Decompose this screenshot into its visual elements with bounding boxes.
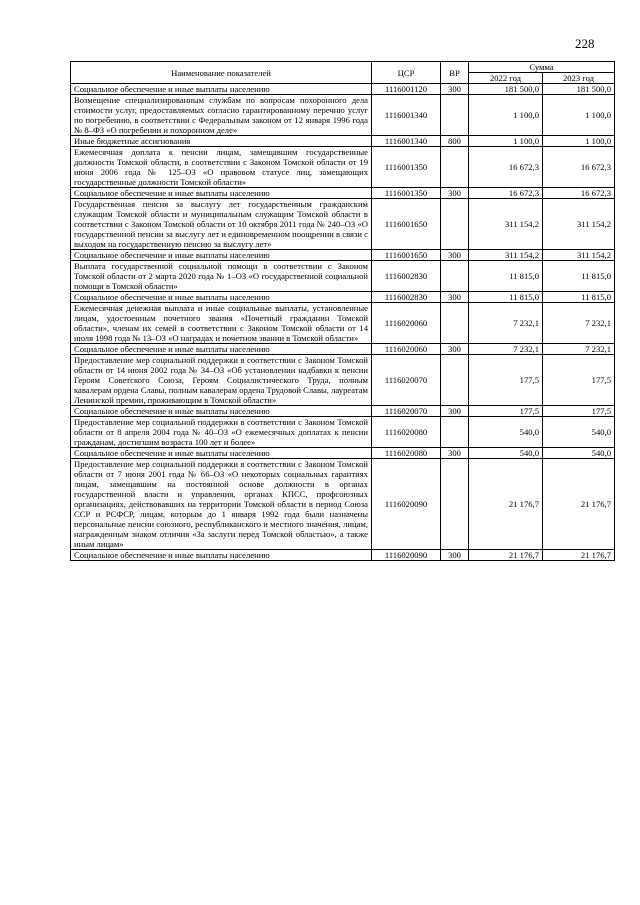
- row-vr: 300: [441, 188, 469, 199]
- row-vr: [441, 95, 469, 136]
- table-row: [71, 188, 615, 199]
- row-csr: 1116020060: [372, 344, 441, 355]
- row-sum-2023: 181 500,0: [543, 84, 615, 95]
- table-row: [71, 344, 615, 355]
- row-sum-2022: 11 815,0: [469, 292, 543, 303]
- row-sum-2023: 1 100,0: [543, 136, 615, 147]
- row-csr: 1116020080: [372, 448, 441, 459]
- table-row: [71, 448, 615, 459]
- row-sum-2023: 21 176,7: [543, 550, 615, 561]
- row-vr: 300: [441, 292, 469, 303]
- row-name: Ежемесячная доплата к пенсии лицам, замещавшим государственные должности Томской области, в соответствии с Законом Томской области от 19 июня 2006 года № 125–ОЗ «О правовом статусе лиц, замещающих государственные должности Томской области»: [71, 147, 372, 188]
- row-csr: 1116020090: [372, 459, 441, 550]
- row-csr: 1116001350: [372, 147, 441, 188]
- table-row: [71, 303, 615, 344]
- row-sum-2022: 16 672,3: [469, 188, 543, 199]
- row-csr: 1116020090: [372, 550, 441, 561]
- row-vr: 300: [441, 344, 469, 355]
- row-sum-2022: 177,5: [469, 355, 543, 406]
- row-sum-2022: 7 232,1: [469, 344, 543, 355]
- table-body: [71, 84, 615, 561]
- row-vr: 800: [441, 136, 469, 147]
- header-year-2023: 2023 год: [543, 73, 615, 84]
- row-sum-2022: 181 500,0: [469, 84, 543, 95]
- row-sum-2022: 540,0: [469, 448, 543, 459]
- row-csr: 1116002830: [372, 292, 441, 303]
- row-sum-2023: 177,5: [543, 406, 615, 417]
- row-sum-2022: 11 815,0: [469, 261, 543, 292]
- table-row: [71, 199, 615, 250]
- row-name: Социальное обеспечение и иные выплаты населению: [71, 84, 372, 95]
- row-name: Социальное обеспечение и иные выплаты населению: [71, 448, 372, 459]
- row-sum-2023: 21 176,7: [543, 459, 615, 550]
- row-sum-2023: 311 154,2: [543, 250, 615, 261]
- row-vr: 300: [441, 84, 469, 95]
- row-csr: 1116001650: [372, 250, 441, 261]
- header-csr: ЦСР: [372, 62, 441, 84]
- table-row: [71, 147, 615, 188]
- row-name: Социальное обеспечение и иные выплаты населению: [71, 344, 372, 355]
- row-name: Иные бюджетные ассигнования: [71, 136, 372, 147]
- row-csr: 1116020080: [372, 417, 441, 448]
- row-name: Социальное обеспечение и иные выплаты населению: [71, 550, 372, 561]
- row-name: Предоставление мер социальной поддержки в соответствии с Законом Томской области от 7 июня 2001 года № 66–ОЗ «О некоторых социальных гарантиях лицам, замещавшим на постоянной основе должности в органах государственной власти и управления, органах КПСС, профсоюзных организациях, действовавших на территории Томской области в период Союза ССР и РСФСР, лицам, которым до 1 января 1992 года были назначены персональные пенсии союзного, республиканского и местного значения, лицам, награжденным знаком отличия «За заслуги перед Томской областью», а также иным лицам»: [71, 459, 372, 550]
- table-row: [71, 250, 615, 261]
- table-row: [71, 84, 615, 95]
- row-sum-2023: 311 154,2: [543, 199, 615, 250]
- row-vr: 300: [441, 250, 469, 261]
- row-sum-2022: 540,0: [469, 417, 543, 448]
- row-vr: [441, 199, 469, 250]
- row-name: Предоставление мер социальной поддержки в соответствии с Законом Томской области от 14 июня 2002 года № 34–ОЗ «Об установлении надбавки к пенсии Героям Советского Союза, Героям Социалистического Труда, полным кавалерам ордена Славы, полным кавалерам ордена Трудовой Славы, лауреатам Ленинской премии, проживающим в Томской области»: [71, 355, 372, 406]
- header-name: Наименование показателей: [71, 62, 372, 84]
- row-vr: 300: [441, 406, 469, 417]
- table-row: [71, 355, 615, 406]
- row-sum-2023: 16 672,3: [543, 188, 615, 199]
- header-year-2022: 2022 год: [469, 73, 543, 84]
- table-row: [71, 459, 615, 550]
- table-row: [71, 292, 615, 303]
- row-csr: 1116020070: [372, 355, 441, 406]
- row-sum-2023: 7 232,1: [543, 303, 615, 344]
- row-sum-2023: 540,0: [543, 417, 615, 448]
- budget-table: [70, 61, 615, 561]
- row-name: Предоставление мер социальной поддержки в соответствии с Законом Томской области от 8 апреля 2004 года № 40–ОЗ «О ежемесячных доплатах к пенсии гражданам, достигшим возраста 100 лет и более»: [71, 417, 372, 448]
- row-name: Выплата государственной социальной помощи в соответствии с Законом Томской области от 2 марта 2020 года № 1–ОЗ «О государственной социальной помощи в Томской области»: [71, 261, 372, 292]
- row-name: Социальное обеспечение и иные выплаты населению: [71, 406, 372, 417]
- page-number: 228: [575, 36, 595, 51]
- table-row: [71, 136, 615, 147]
- row-vr: [441, 417, 469, 448]
- table-row: [71, 261, 615, 292]
- row-csr: 1116001120: [372, 84, 441, 95]
- row-csr: 1116001650: [372, 199, 441, 250]
- row-vr: [441, 459, 469, 550]
- table-row: [71, 95, 615, 136]
- row-sum-2023: 7 232,1: [543, 344, 615, 355]
- row-sum-2022: 311 154,2: [469, 199, 543, 250]
- row-name: Социальное обеспечение и иные выплаты населению: [71, 188, 372, 199]
- row-name: Ежемесячная денежная выплата и иные социальные выплаты, установленные лицам, удостоенным почетного звания «Почетный гражданин Томской области», членам их семей в соответствии с Законом Томской области от 14 июля 1998 года № 13–ОЗ «О наградах и почетном звании в Томской области»: [71, 303, 372, 344]
- row-sum-2022: 16 672,3: [469, 147, 543, 188]
- row-vr: [441, 355, 469, 406]
- row-sum-2023: 11 815,0: [543, 261, 615, 292]
- table-header: [71, 62, 615, 84]
- row-vr: 300: [441, 550, 469, 561]
- row-vr: 300: [441, 448, 469, 459]
- row-name: Социальное обеспечение и иные выплаты населению: [71, 250, 372, 261]
- row-sum-2023: 177,5: [543, 355, 615, 406]
- row-csr: 1116001350: [372, 188, 441, 199]
- row-sum-2023: 11 815,0: [543, 292, 615, 303]
- row-name: Возмещение специализированным службам по вопросам похоронного дела стоимости услуг, предоставляемых согласно гарантированному перечню услуг по погребению, в соответствии с Федеральным законом от 12 января 1996 года № 8–ФЗ «О погребении и похоронном деле»: [71, 95, 372, 136]
- row-sum-2022: 1 100,0: [469, 95, 543, 136]
- row-vr: [441, 147, 469, 188]
- row-csr: 1116001340: [372, 95, 441, 136]
- table-row: [71, 550, 615, 561]
- row-csr: 1116002830: [372, 261, 441, 292]
- row-vr: [441, 261, 469, 292]
- row-name: Социальное обеспечение и иные выплаты населению: [71, 292, 372, 303]
- row-name: Государственная пенсия за выслугу лет государственным гражданским служащим Томской области и муниципальным служащим Томской области в соответствии с Законом Томской области от 10 октября 2011 года № 240–ОЗ «О государственной пенсии за выслугу лет и единовременном поощрении в связи с выходом на государственную пенсию за выслугу лет»: [71, 199, 372, 250]
- row-sum-2023: 1 100,0: [543, 95, 615, 136]
- row-sum-2022: 21 176,7: [469, 550, 543, 561]
- table-row: [71, 406, 615, 417]
- row-sum-2023: 540,0: [543, 448, 615, 459]
- row-sum-2023: 16 672,3: [543, 147, 615, 188]
- row-csr: 1116020060: [372, 303, 441, 344]
- row-sum-2022: 311 154,2: [469, 250, 543, 261]
- row-sum-2022: 1 100,0: [469, 136, 543, 147]
- row-vr: [441, 303, 469, 344]
- header-vr: ВР: [441, 62, 469, 84]
- row-sum-2022: 21 176,7: [469, 459, 543, 550]
- table-row: [71, 417, 615, 448]
- row-sum-2022: 177,5: [469, 406, 543, 417]
- row-csr: 1116020070: [372, 406, 441, 417]
- row-sum-2022: 7 232,1: [469, 303, 543, 344]
- row-csr: 1116001340: [372, 136, 441, 147]
- header-sum: Сумма: [469, 62, 615, 73]
